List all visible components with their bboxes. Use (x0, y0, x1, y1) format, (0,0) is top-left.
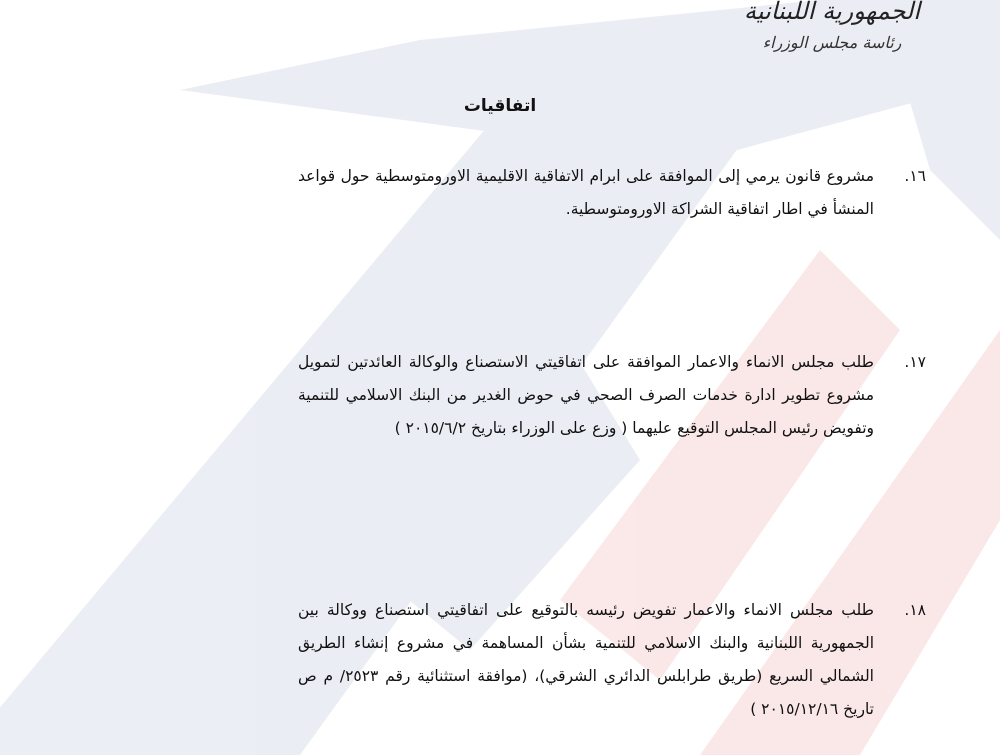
item-number: ١٦. (904, 167, 926, 185)
item-text: طلب مجلس الانماء والاعمار تفويض رئيسه بالتوقيع على اتفاقيتي استصناع ووكالة بين الجمهورية اللبنانية والبنك الاسلامي للتنمية بشأن المساهمة في مشروع إنشاء الطريق الشمالي السريع (طريق طرابلس الدائري الشرقي)، (موافقة استثنائية رقم ٢٥٢٣/ م ص تاريخ ٢٠١٥/١٢/١٦ ) (298, 601, 874, 718)
letterhead-council: رئاسة مجلس الوزراء (762, 33, 902, 52)
item-number: ١٧. (904, 353, 926, 371)
agenda-item (298, 346, 926, 445)
section-title: اتفاقيات (463, 96, 537, 116)
item-text: مشروع قانون يرمي إلى الموافقة على ابرام الاتفاقية الاقليمية الاورومتوسطية حول قواعد المنشأ في اطار اتفاقية الشراكة الاورومتوسطية. (298, 167, 874, 218)
item-number: ١٨. (904, 601, 926, 619)
item-text: طلب مجلس الانماء والاعمار الموافقة على اتفاقيتي الاستصناع والوكالة العائدتين لتمويل مشروع تطوير ادارة خدمات الصرف الصحي في حوض الغدير من البنك الاسلامي للتنمية وتفويض رئيس المجلس التوقيع عليهما ( وزع على الوزراء بتاريخ ٢٠١٥/٦/٢ ) (298, 353, 874, 437)
letterhead-republic: الجمهورية اللبنانية (743, 0, 921, 25)
agenda-item (298, 594, 926, 726)
letterhead (722, 0, 942, 72)
agenda-item (298, 160, 926, 226)
